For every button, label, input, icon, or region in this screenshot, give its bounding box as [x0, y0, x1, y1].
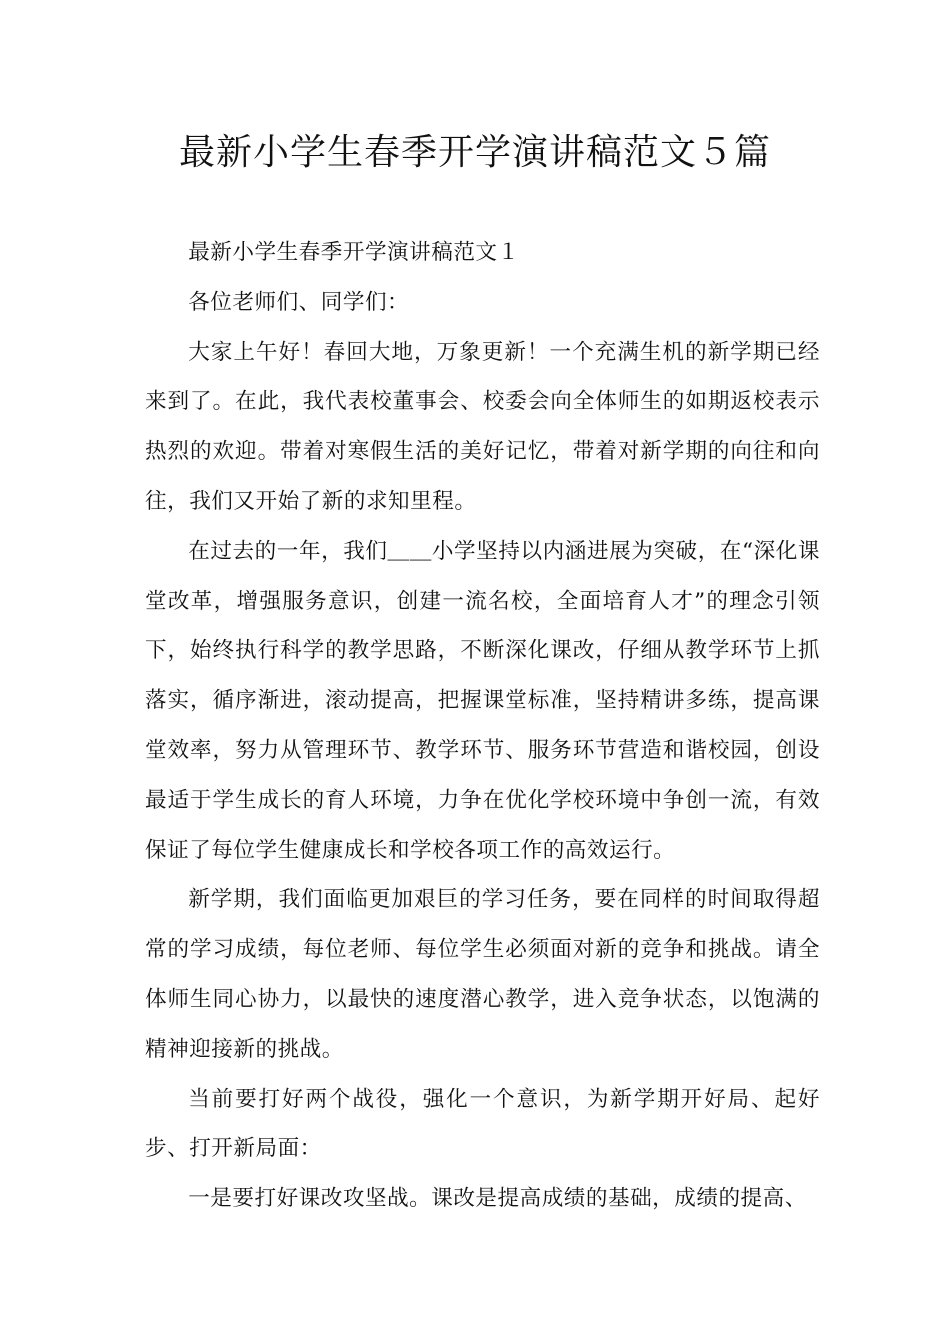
paragraph-salutation: 各位老师们、同学们： [188, 289, 410, 315]
paragraph: 大家上午好！春回大地，万象更新！一个充满生机的新学期已经来到了。在此，我代表校董事会、校委会向全体师生的如期返校表示热烈的欢迎。带着对寒假生活的美好记忆，带着对新学期的向往和向往，我们又开始了新的求知里程。 [145, 339, 820, 514]
paragraph: 一是要打好课改攻坚战。课改是提高成绩的基础，成绩的提高、 [188, 1186, 807, 1212]
document-body [145, 228, 820, 1224]
paragraph: 新学期，我们面临更加艰巨的学习任务，要在同样的时间取得超常的学习成绩，每位老师、每位学生必须面对新的竞争和挑战。请全体师生同心协力，以最快的速度潜心教学，进入竞争状态，以饱满的精神迎接新的挑战。 [145, 887, 820, 1062]
paragraph: 在过去的一年，我们＿＿小学坚持以内涵进展为突破，在“深化课堂改革，增强服务意识，创建一流名校，全面培育人才”的理念引领下，始终执行科学的教学思路，不断深化课改，仔细从教学环节上抓落实，循序渐进，滚动提高，把握课堂标准，坚持精讲多练，提高课堂效率，努力从管理环节、教学环节、服务环节营造和谐校园，创设最适于学生成长的育人环境，力争在优化学校环境中争创一流，有效保证了每位学生健康成长和学校各项工作的高效运行。 [145, 538, 820, 863]
document-title: 最新小学生春季开学演讲稿范文５篇 [178, 132, 771, 173]
paragraph-subtitle: 最新小学生春季开学演讲稿范文１ [188, 240, 520, 265]
paragraph: 当前要打好两个战役，强化一个意识，为新学期开好局、起好步、打开新局面： [145, 1086, 820, 1162]
